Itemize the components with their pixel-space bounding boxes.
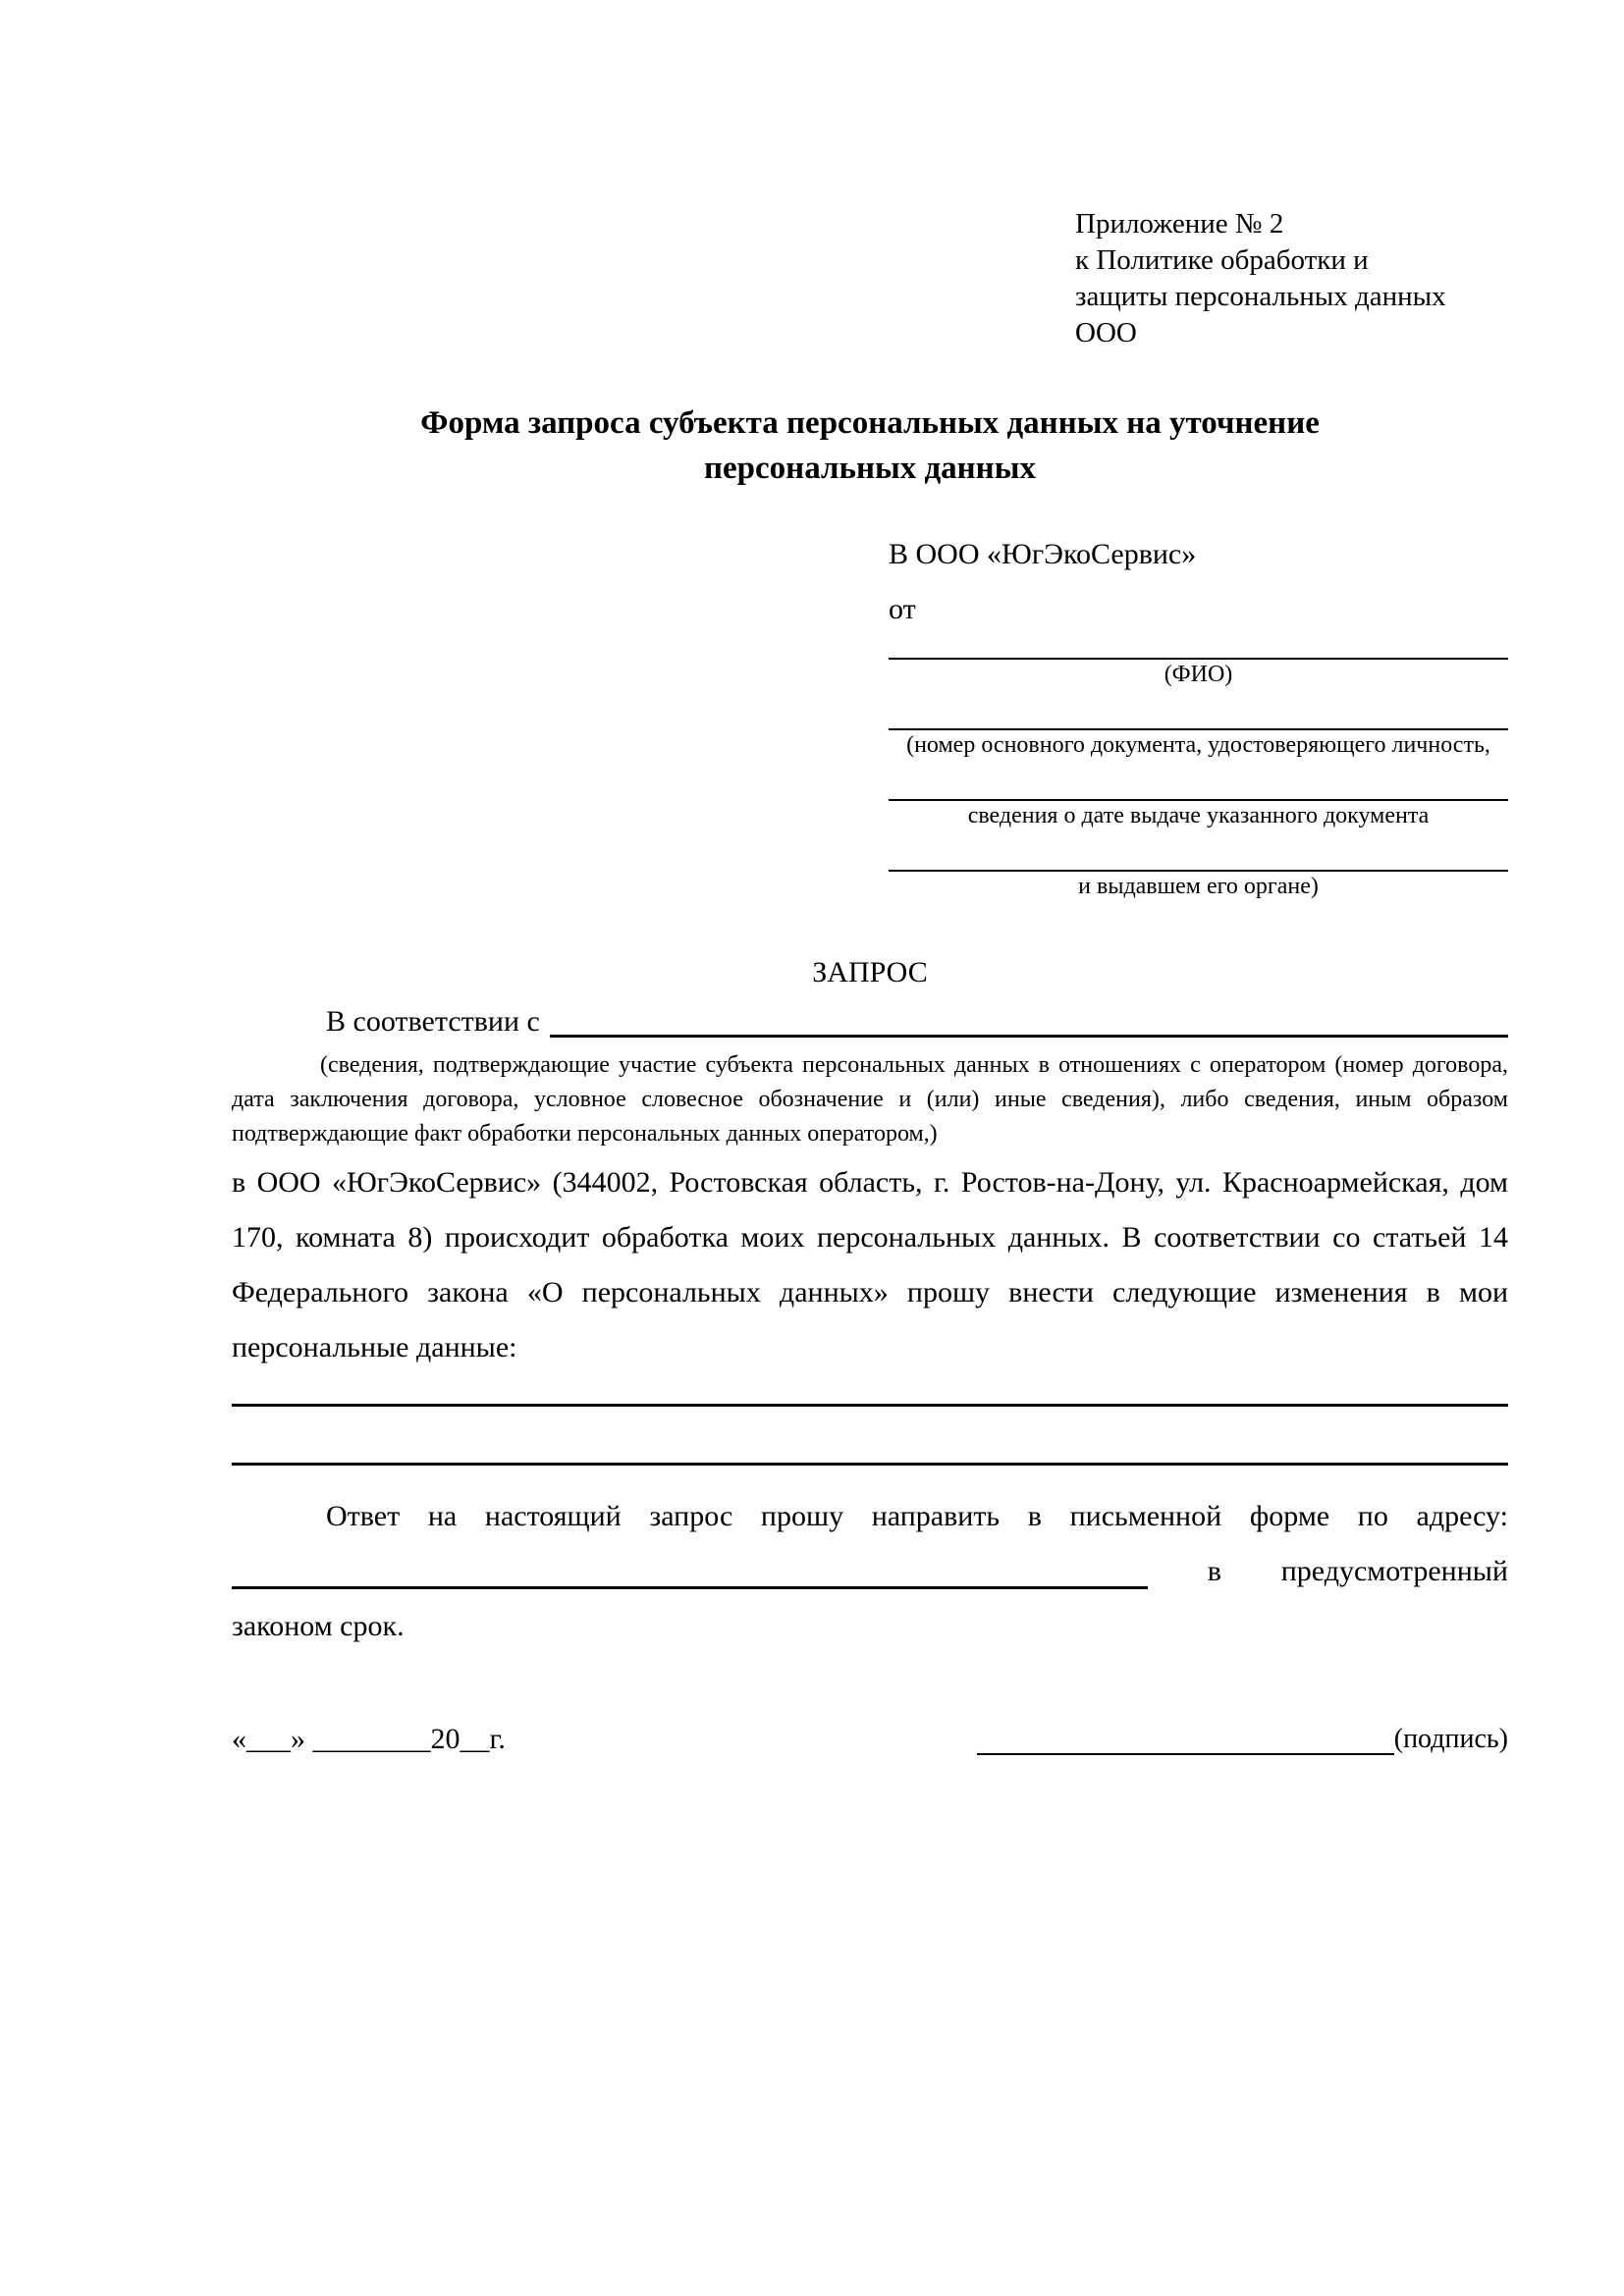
field-doc-issue-date (889, 770, 1508, 830)
signature-row (232, 1720, 1508, 1759)
doc-issuer-blank-line (889, 840, 1508, 872)
doc-issuer-caption: и выдавшем его органе) (1078, 874, 1319, 899)
field-fio (889, 628, 1508, 689)
address-blank-line (232, 1586, 1148, 1589)
appendix-header-line: Приложение № 2 (1075, 208, 1284, 240)
addressee-from-label: от (889, 593, 916, 625)
signature-caption: (подпись) (1393, 1724, 1508, 1754)
form-title: Форма запроса субъекта персональных данных на уточнение персональных данных (420, 405, 1320, 486)
addressee-to: В ООО «ЮгЭкоСервис» (889, 538, 1197, 570)
doc-number-blank-line (889, 699, 1508, 730)
field-doc-issuer (889, 840, 1508, 901)
field-doc-number (889, 699, 1508, 760)
intro-prefix: В соответствии с (326, 1005, 540, 1038)
intro-blank-line (550, 1003, 1508, 1038)
appendix-header-line: защиты персональных данных (1075, 281, 1446, 312)
addressee-block (889, 536, 1508, 901)
changes-blank-line-2 (232, 1407, 1508, 1466)
appendix-header-line: ООО (1075, 317, 1137, 348)
reply-last-line: законом срок. (232, 1610, 405, 1642)
reply-middle-line (232, 1544, 1508, 1599)
reply-word-stipulated: предусмотренный (1280, 1555, 1508, 1587)
fio-blank-line (889, 628, 1508, 660)
changes-blank-line-1 (232, 1375, 1508, 1407)
footnote: (сведения, подтверждающие участие субъекта персональных данных в отношениях с оператором (номер договора, дата заключения договора, условное словесное обозначение и (или) иные сведения), либо сведения, иным образом подтверждающие факт обработки персональных данных оператором,) (232, 1052, 1508, 1147)
doc-issue-date-caption: сведения о дате выдаче указанного документа (967, 803, 1430, 828)
body-paragraph: в ООО «ЮгЭкоСервис» (344002, Ростовская область, г. Ростов-на-Дону, ул. Красноармейская, дом 170, комната 8) происходит обработка моих персональных данных. В соответствии со статьей 14 Федерального закона «О персональных данных» прошу внести следующие изменения в мои персональные данные: (232, 1166, 1508, 1363)
reply-first-line: Ответ на настоящий запрос прошу направить в письменной форме по адресу: (326, 1500, 1508, 1532)
fio-caption: (ФИО) (1164, 662, 1233, 687)
reply-word-in: в (1207, 1555, 1221, 1587)
intro-line (232, 1003, 1508, 1041)
appendix-header (1075, 206, 1508, 351)
doc-issue-date-blank-line (889, 770, 1508, 801)
signature-blank-line (977, 1722, 1394, 1755)
date-field: «___» ________20__г. (232, 1723, 506, 1755)
request-heading: ЗАПРОС (812, 956, 928, 988)
doc-number-caption: (номер основного документа, удостоверяющего личность, (906, 732, 1490, 758)
signature-field (977, 1720, 1508, 1759)
appendix-header-line: к Политике обработки и (1075, 244, 1369, 276)
